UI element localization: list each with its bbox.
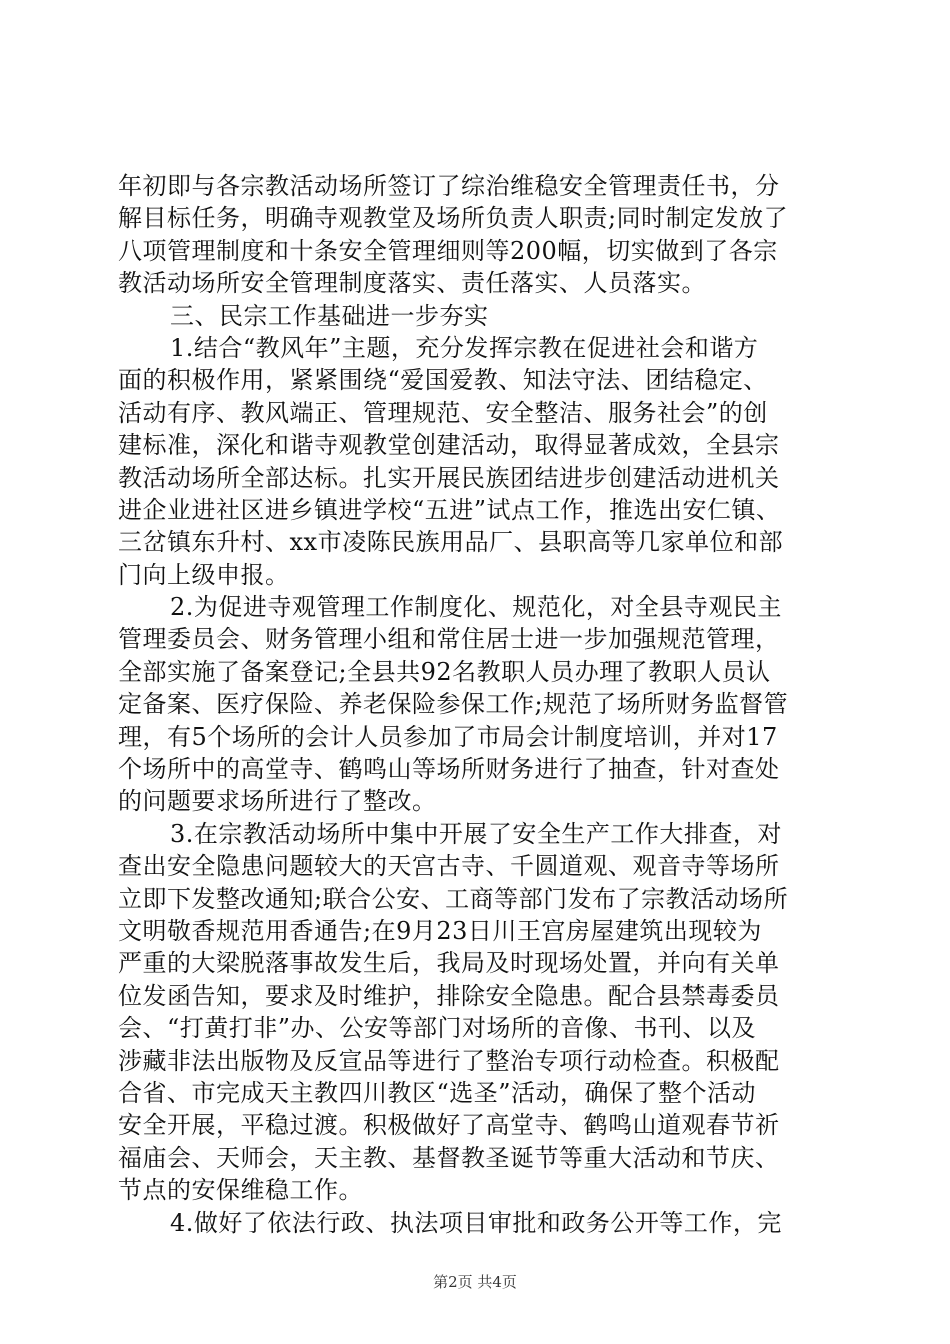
text-line: 理，有5个场所的会计人员参加了市局会计制度培训，并对17: [118, 722, 778, 751]
text-line: 三岔镇东升村、xx市凌陈民族用品厂、县职高等几家单位和部: [118, 528, 784, 557]
paragraph-start: 3.在宗教活动场所中集中开展了安全生产工作大排查，对: [170, 819, 782, 848]
paragraph-start: 4.做好了依法行政、执法项目审批和政务公开等工作，完: [170, 1208, 782, 1237]
text-line: 位发函告知，要求及时维护，排除安全隐患。配合县禁毒委员: [118, 981, 780, 1010]
text-line: 立即下发整改通知;联合公安、工商等部门发布了宗教活动场所: [118, 884, 789, 913]
text-line: 建标准，深化和谐寺观教堂创建活动，取得显著成效，全县宗: [118, 431, 780, 460]
text-line: 全部实施了备案登记;全县共92名教职人员办理了教职人员认: [118, 657, 771, 686]
text-line: 节点的安保维稳工作。: [118, 1176, 363, 1205]
paragraph-start: 2.为促进寺观管理工作制度化、规范化，对全县寺观民主: [170, 593, 782, 622]
section-heading: 三、民宗工作基础进一步夯实: [170, 301, 489, 330]
text-line: 面的积极作用，紧紧围绕“爱国爱教、知法守法、团结稳定、: [118, 366, 768, 395]
text-line: 年初即与各宗教活动场所签订了综治维稳安全管理责任书，分: [118, 172, 780, 200]
text-line: 个场所中的高堂寺、鹤鸣山等场所财务进行了抽查，针对查处: [118, 755, 780, 784]
text-line: 门向上级申报。: [118, 560, 290, 589]
text-line: 涉藏非法出版物及反宣品等进行了整治专项行动检查。积极配: [118, 1046, 780, 1075]
text-line: 管理委员会、财务管理小组和常住居士进一步加强规范管理，: [118, 625, 780, 654]
body-text: [118, 170, 838, 1239]
text-line: 合省、市完成天主教四川教区“选圣”活动，确保了整个活动: [118, 1078, 757, 1107]
text-line: 严重的大梁脱落事故发生后，我局及时现场处置，并向有关单: [118, 949, 780, 978]
text-line: 教活动场所安全管理制度落实、责任落实、人员落实。: [118, 269, 706, 298]
text-line: 定备案、医疗保险、养老保险参保工作;规范了场所财务监督管: [118, 690, 789, 719]
text-line: 进企业进社区进乡镇进学校“五进”试点工作，推选出安仁镇、: [118, 495, 781, 524]
text-line: 八项管理制度和十条安全管理细则等200幅，切实做到了各宗: [118, 236, 778, 265]
text-line: 查出安全隐患问题较大的天宫古寺、千圆道观、观音寺等场所: [118, 852, 780, 881]
text-line: 会、“打黄打非”办、公安等部门对场所的音像、书刊、以及: [118, 1014, 757, 1043]
text-line: 解目标任务，明确寺观教堂及场所负责人职责;同时制定发放了: [118, 204, 789, 233]
text-line: 文明敬香规范用香通告;在9月23日川王宫房屋建筑出现较为: [118, 916, 762, 945]
paragraph-start: 1.结合“教风年”主题，充分发挥宗教在促进社会和谐方: [170, 333, 759, 362]
text-line: 福庙会、天师会，天主教、基督教圣诞节等重大活动和节庆、: [118, 1143, 780, 1172]
text-line: 活动有序、教风端正、管理规范、安全整洁、服务社会”的创: [118, 398, 768, 427]
text-line: 的问题要求场所进行了整改。: [118, 787, 437, 816]
text-line: 安全开展，平稳过渡。积极做好了高堂寺、鹤鸣山道观春节祈: [118, 1111, 780, 1140]
text-line: 教活动场所全部达标。扎实开展民族团结进步创建活动进机关: [118, 463, 780, 492]
page-number-footer: 第2页 共4页: [433, 1273, 517, 1291]
